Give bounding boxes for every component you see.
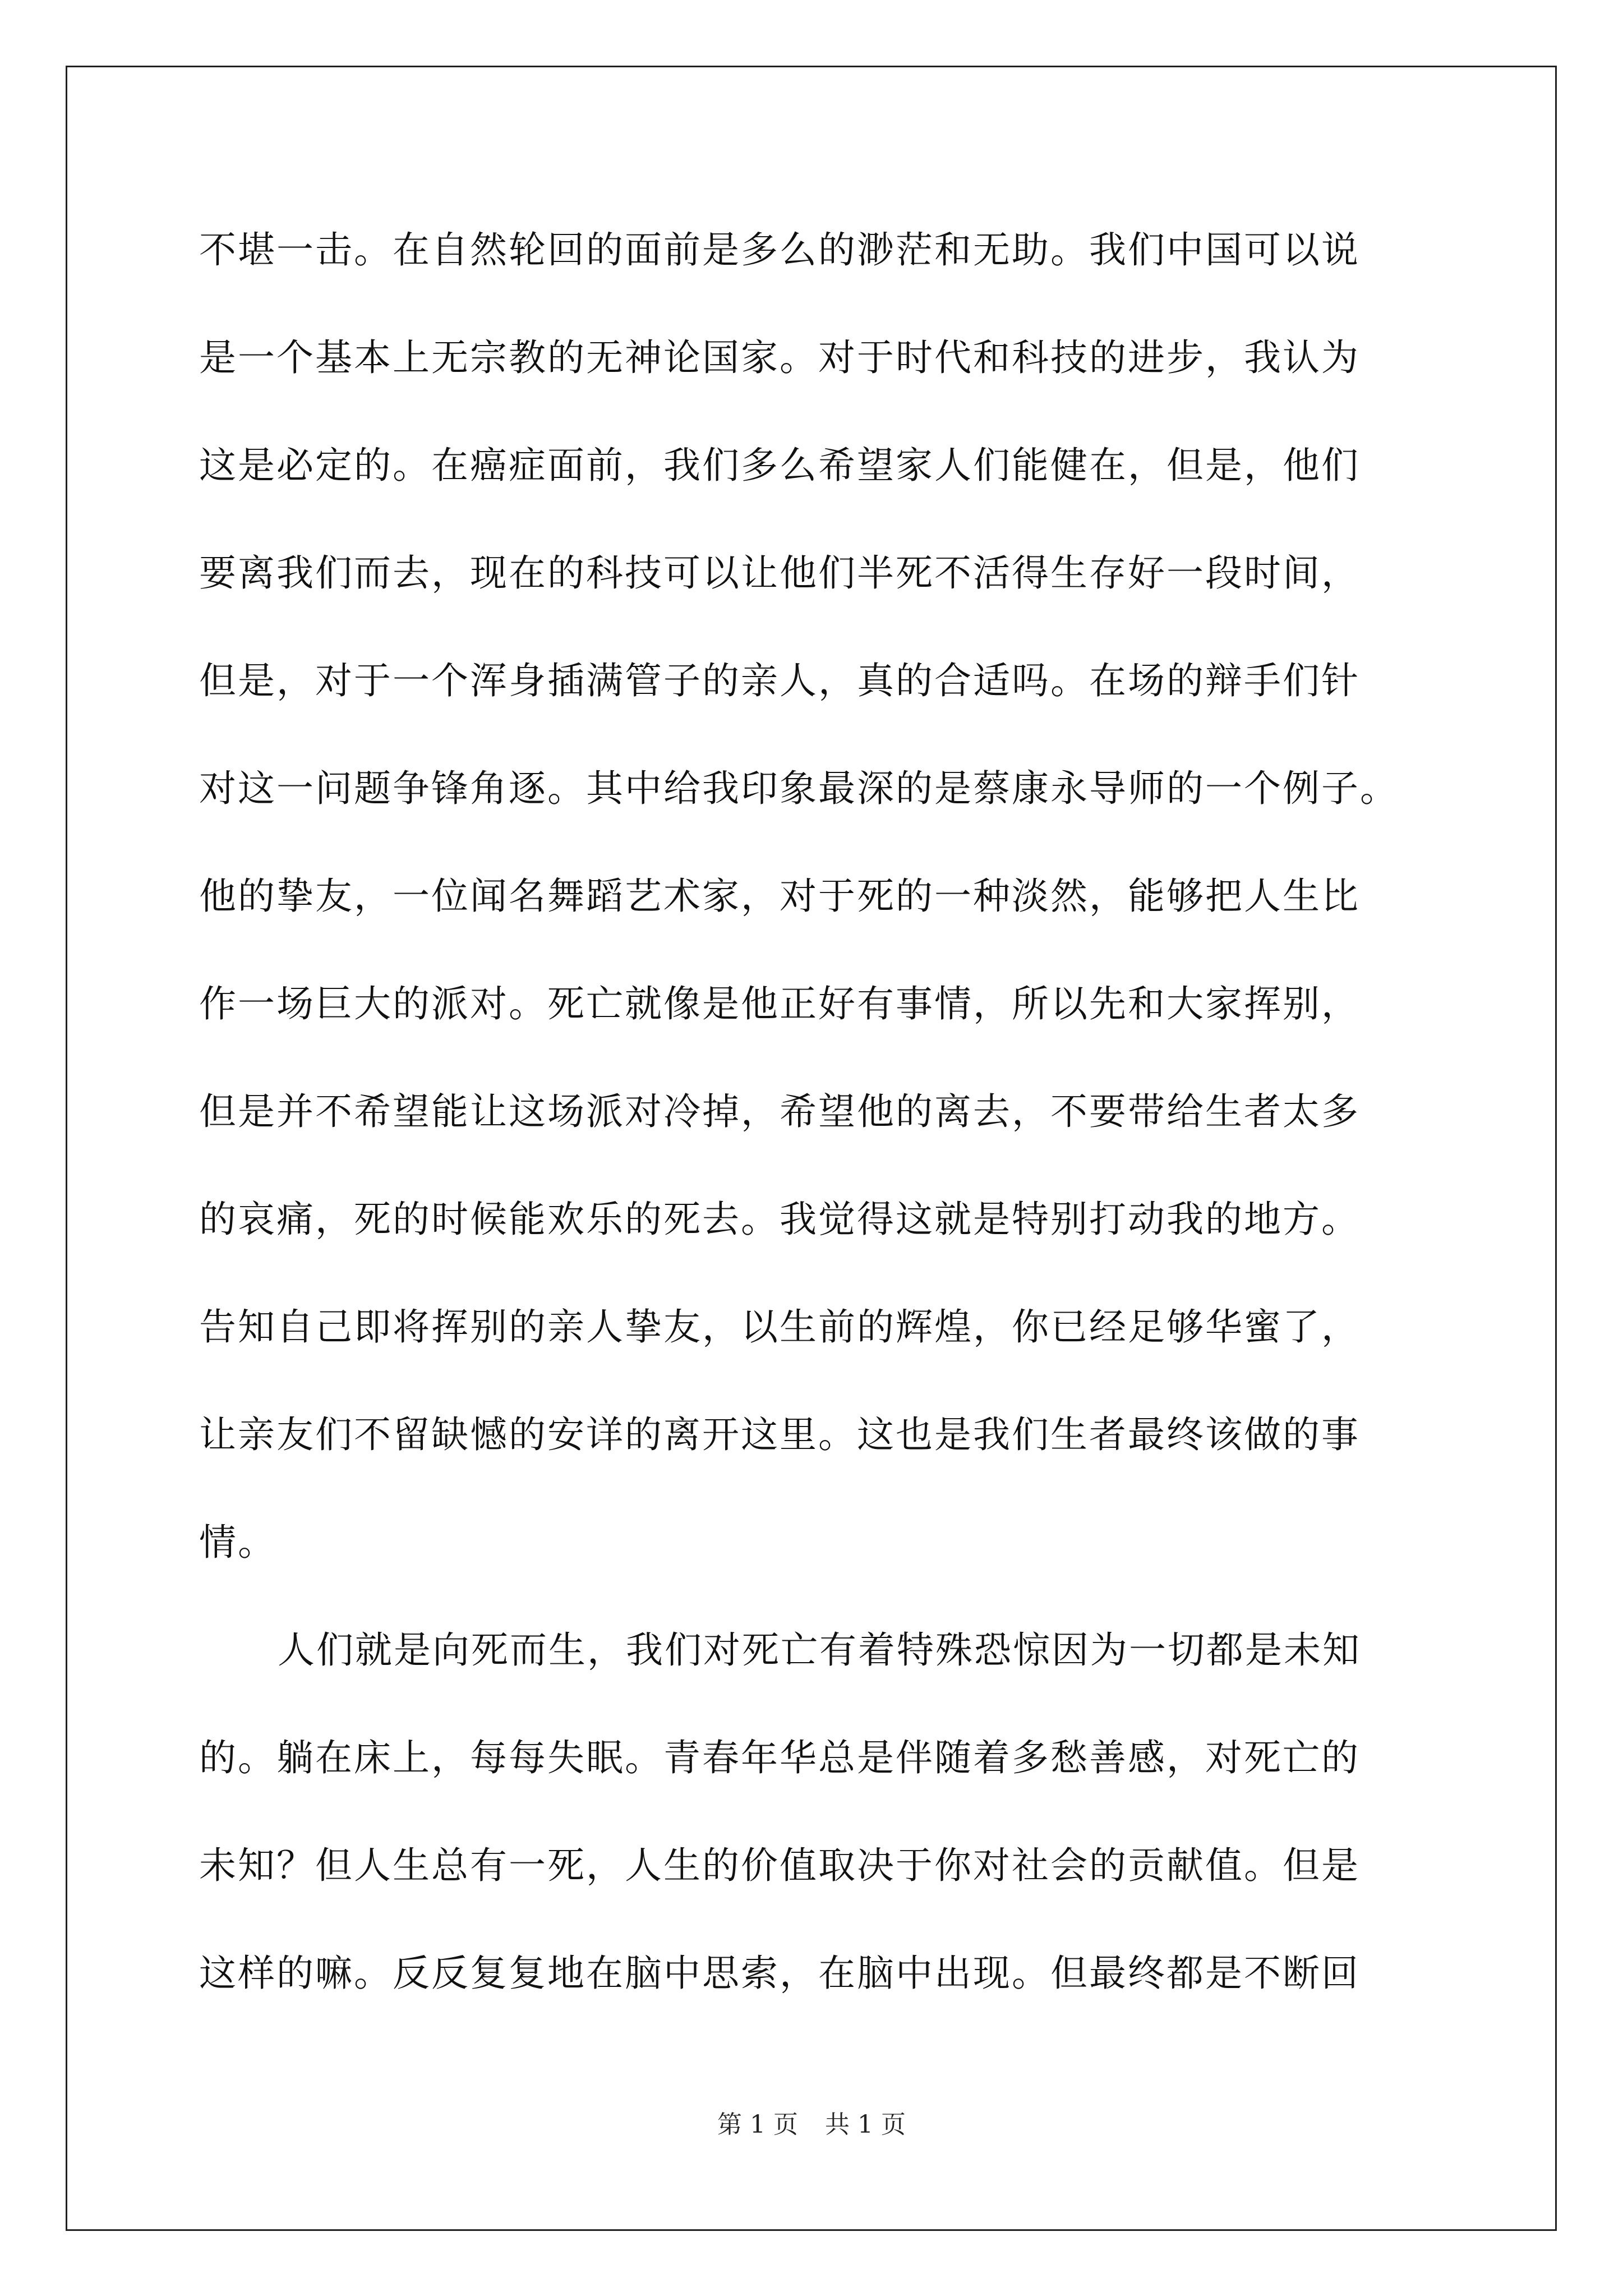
text-line: 对这一问题争锋角逐。其中给我印象最深的是蔡康永导师的一个例子。 [199, 767, 1399, 810]
page-footer [0, 2108, 1623, 2142]
text-line: 不堪一击。在自然轮回的面前是多么的渺茫和无助。我们中国可以说 [199, 228, 1360, 272]
text-line: 但是并不希望能让这场派对冷掉，希望他的离去，不要带给生者太多 [199, 1090, 1360, 1133]
text-line: 的哀痛，死的时候能欢乐的死去。我觉得这就是特别打动我的地方。 [199, 1198, 1360, 1241]
text-line: 但是，对于一个浑身插满管子的亲人，真的合适吗。在场的辩手们针 [199, 659, 1360, 702]
page-number: 第 1 页 [717, 2110, 798, 2139]
text-line: 情。 [199, 1521, 276, 1564]
text-line: 是一个基本上无宗教的无神论国家。对于时代和科技的进步，我认为 [199, 336, 1360, 379]
text-line: 告知自己即将挥别的亲人挚友，以生前的辉煌，你已经足够华蜜了， [199, 1305, 1360, 1349]
text-line: 这是必定的。在癌症面前，我们多么希望家人们能健在，但是，他们 [199, 444, 1360, 487]
page-total: 共 1 页 [825, 2110, 906, 2139]
text-line: 的。躺在床上，每每失眠。青春年华总是伴随着多愁善感，对死亡的 [199, 1736, 1360, 1779]
text-line: 作一场巨大的派对。死亡就像是他正好有事情，所以先和大家挥别， [199, 982, 1360, 1025]
text-line: 要离我们而去，现在的科技可以让他们半死不活得生存好一段时间， [199, 551, 1360, 595]
text-line: 让亲友们不留缺憾的安详的离开这里。这也是我们生者最终该做的事 [199, 1413, 1360, 1456]
paragraph-start-line: 人们就是向死而生，我们对死亡有着特殊恐惊因为一切都是未知 [278, 1628, 1361, 1672]
text-line: 未知？但人生总有一死，人生的价值取决于你对社会的贡献值。但是 [199, 1844, 1360, 1887]
text-line: 这样的嘛。反反复复地在脑中思索，在脑中出现。但最终都是不断回 [199, 1952, 1360, 1995]
text-line: 他的挚友，一位闻名舞蹈艺术家，对于死的一种淡然，能够把人生比 [199, 875, 1360, 918]
body-text [199, 223, 1433, 2054]
